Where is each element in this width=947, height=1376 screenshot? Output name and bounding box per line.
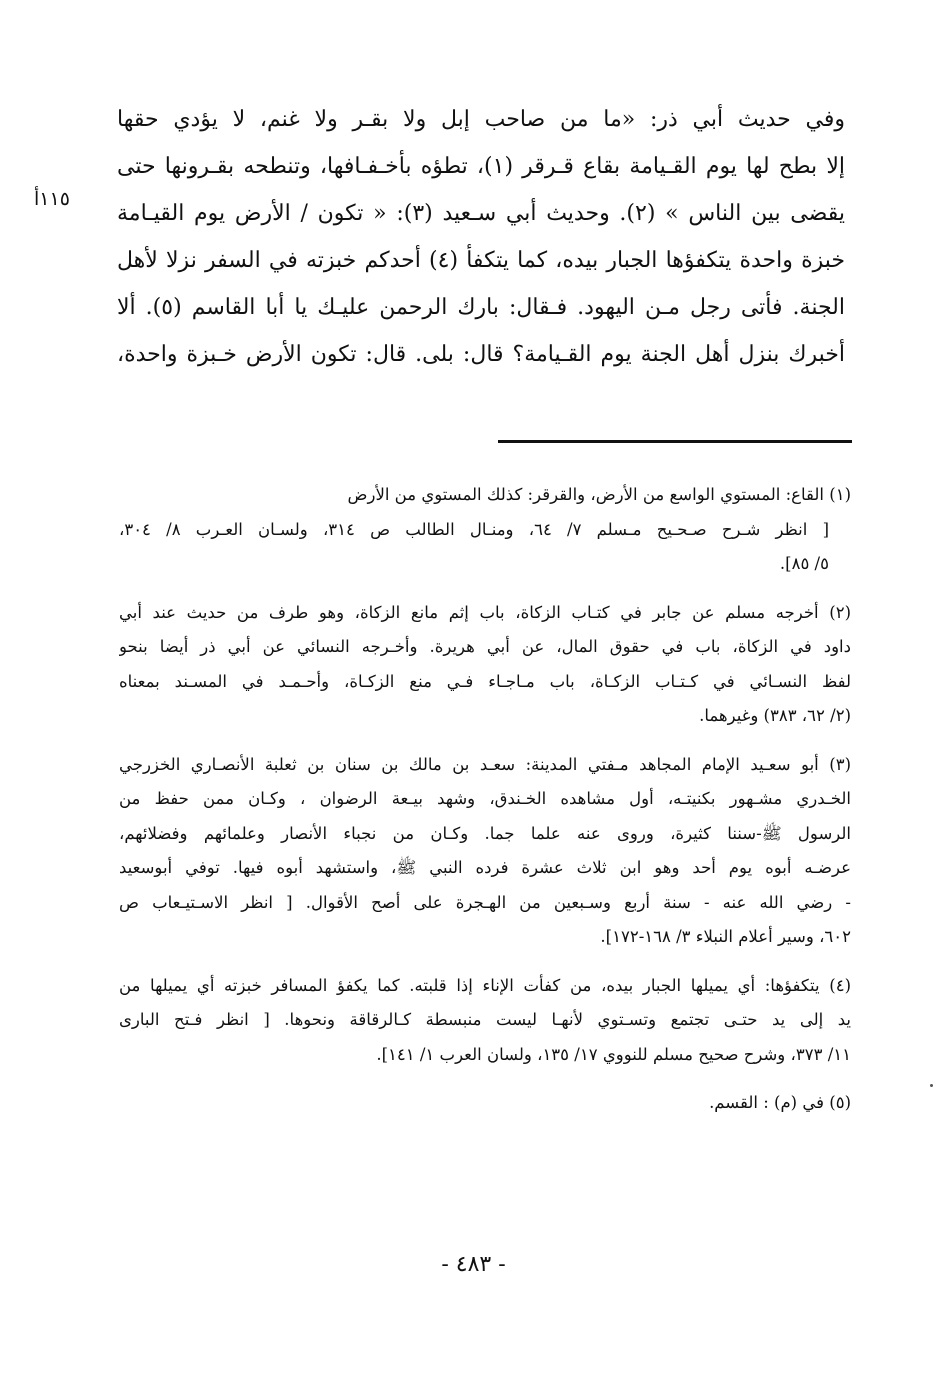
main-text-line: الجنة. فأتى رجل مـن اليهود. فـقال: بارك الرحمن عليـك يا أبا القاسم (٥). ألا: [117, 295, 845, 320]
main-text-line: خبزة واحدة يتكفؤها الجبار بيده، كما يتكفأ (٤) أحدكم خبزته في السفر نزلا لأهل: [117, 248, 845, 273]
footnote-line: - رضي الله عنه - سنة أربع وسـبعين من الهـجرة على أصح الأقوال. [ انظر الاسـتيـعاب ص: [119, 892, 851, 912]
footnote-line: الرسول ﷺ-سننا كثيرة، وروى عنه علما جما. وكـان من نجباء الأنصار وعلمائهم وفضلائهم،: [119, 823, 851, 843]
footnote-line: يد إلى يد حتـى تجتمع وتسـتوي لأنهـا ليست منبسطة كـالرقاقة ونحوها. [ انظر فـتح البارى: [119, 1010, 851, 1029]
footnote-3: [119, 748, 851, 955]
footnote-divider: [498, 440, 852, 443]
main-text-line: إلا بطح لها يوم القـيامة بقاع قـرقر (١)، تطؤه بأخـفـافها، وتنطحه بقـرونها حتى: [117, 154, 845, 179]
footnote-line: (٢/ ٦٢، ٣٨٣) وغيرهما.: [699, 706, 851, 725]
footnote-2: [119, 596, 851, 734]
footnote-line: لفظ النسـائي في كـتـاب الزكـاة، باب مـاجـاء فـي منع الزكـاة، وأحـمـد في المسـند بمعناه: [119, 671, 851, 691]
scan-speck: [930, 1084, 933, 1087]
footnote-line: (٢) أخرجه مسلم عن جابر في كتـاب الزكاة، باب إثم مانع الزكاة، وهو طرف من حديث عند أبي: [119, 602, 851, 622]
main-text-line: أخبرك بنزل أهل الجنة يوم القـيامة؟ قال: بلى. قال: تكون الأرض خـبزة واحدة،: [117, 342, 845, 367]
footnotes: [119, 478, 851, 1135]
footnote-line: (٣) أبو سعـيد الإمام المجاهد مـفتي المدينة: سعـد بن مالك بن سنان بن ثعلبة الأنصـاري الخزرجي: [119, 754, 851, 774]
footnote-1: [119, 478, 851, 582]
main-text: [117, 96, 845, 378]
footnote-5: [119, 1086, 851, 1121]
footnote-line: ٦٠٢، وسير أعلام النبلاء ٣/ ١٦٨-١٧٢].: [600, 927, 851, 946]
main-text-line: يقضى بين الناس » (٢). وحديث أبي سـعيد (٣): « تكون / الأرض يوم القيـامة: [117, 201, 845, 226]
footnote-line: ٥/ ٨٥].: [779, 554, 829, 573]
footnote-line: ١١/ ٣٧٣، وشرح صحيح مسلم للنووي ١٧/ ١٣٥، ولسان العرب ١/ ١٤١].: [376, 1044, 851, 1064]
main-text-line: وفي حديث أبي ذر: «ما من صاحب إبل ولا بقـر ولا غنم، لا يؤدي حقها: [117, 107, 845, 132]
footnote-line: عرضـه أبوه يوم أحد وهو ابن ثلاث عشرة فرده النبي ﷺ، واستشهد أبوه فيها. توفي أبوسعيد: [119, 858, 851, 877]
footnote-line: (٤) يتكفؤها: أي يميلها الجبار بيده، من كفأت الإناء إذا قلبته. كما يكفؤ المسافر خبزته أي يميلها من: [119, 975, 851, 995]
manuscript-folio-note: ١١٥أ: [34, 188, 70, 210]
footnote-line: داود في الزكاة، باب في حقوق المال، عن أبي هريرة. وأخـرجه النسائي عن أبي ذر أيضا بنحو: [119, 637, 851, 656]
footnote-line: [ انظر شـرح صـحـيح مـسلم ٧/ ٦٤، ومنـال الطالب ص ٣١٤، ولسـان العـرب ٨/ ٣٠٤،: [119, 519, 830, 539]
footnote-line: الخـدري مشـهور بكنيتـه، أول مشاهده الخـندق، وشهد بيـعة الرضوان ، وكـان ممن حفظ من: [119, 789, 851, 808]
footnote-4: [119, 969, 851, 1073]
footnote-line: (٥) في (م) : القسم.: [709, 1093, 851, 1112]
page-number: - ٤٨٣ -: [441, 1252, 506, 1277]
footnote-line: (١) القاع: المستوي الواسع من الأرض، والقرقر: كذلك المستوي من الأرض: [347, 485, 851, 504]
